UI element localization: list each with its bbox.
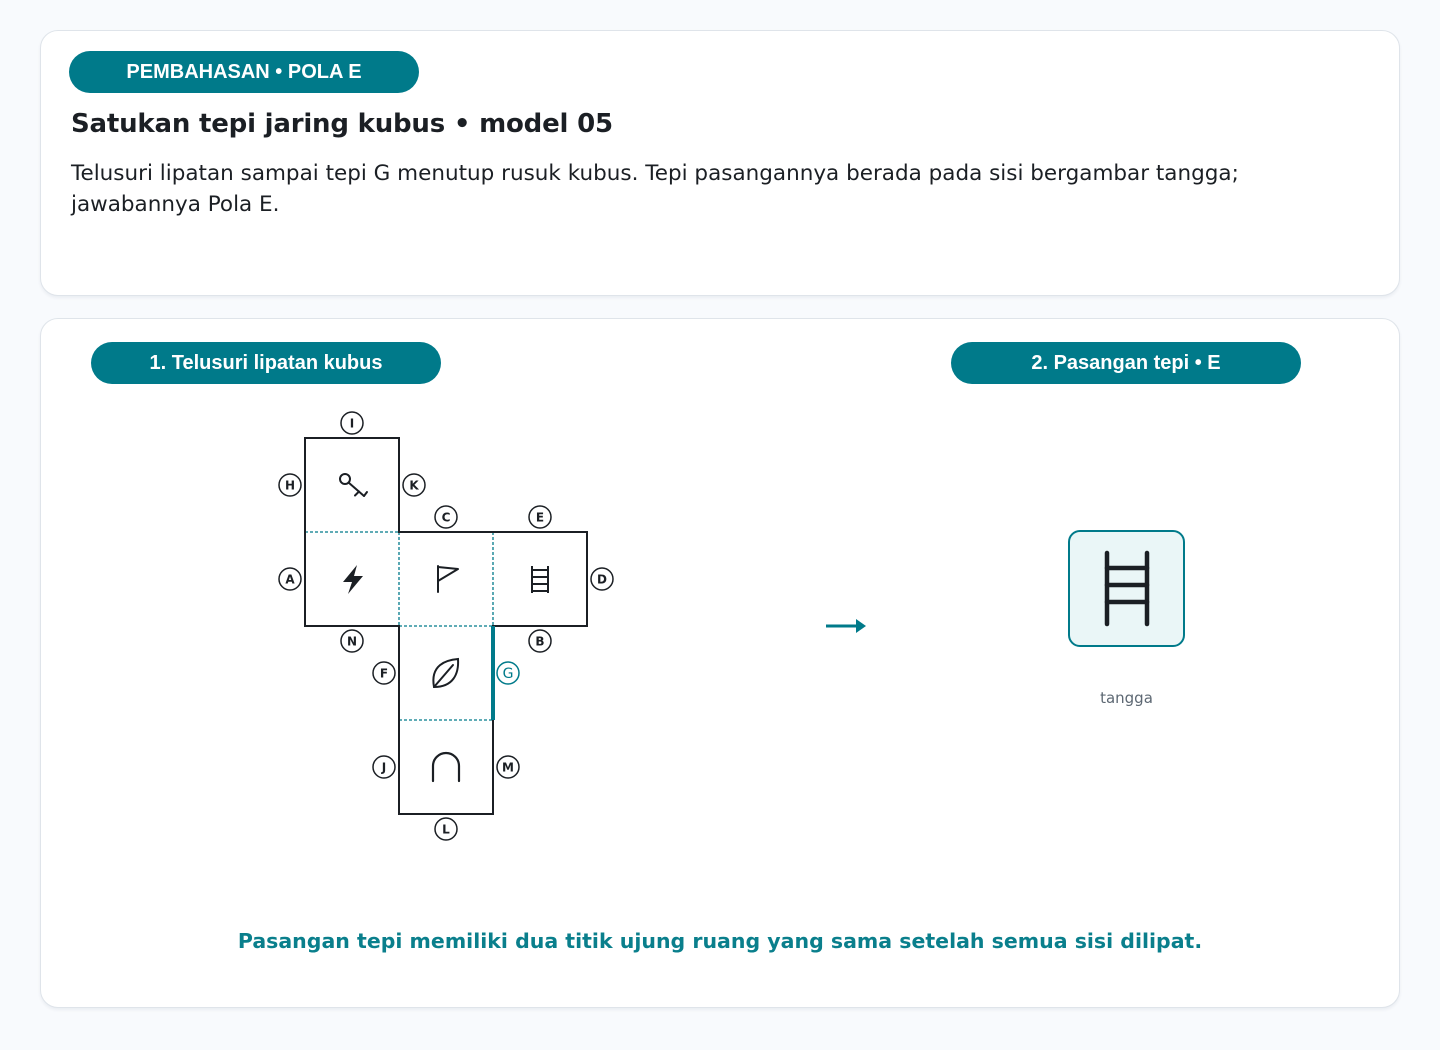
svg-text:E: E [535,510,545,525]
svg-text:N: N [346,634,358,649]
svg-text:B: B [535,634,545,649]
edge-label-a [279,568,301,590]
edge-label-i [341,412,363,434]
step-2-label: 2. Pasangan tepi • E [951,342,1301,384]
edge-label-d [591,568,613,590]
footer-note: Pasangan tepi memiliki dua titik ujung ruang yang sama setelah semua sisi dilipat. [237,929,1203,953]
net-ladder-icon [532,566,548,593]
svg-text:A: A [285,572,295,587]
answer-tile [1068,530,1185,647]
edge-label-c [435,506,457,528]
svg-text:M: M [502,760,514,775]
cube-net-diagram [41,319,1399,1007]
edge-label-e [529,506,551,528]
edge-label-k [403,474,425,496]
explanation-card [40,30,1400,296]
arch-icon [433,753,459,781]
step-1-label: 1. Telusuri lipatan kubus [91,342,441,384]
key-icon [340,474,367,496]
edge-label-n [341,630,363,652]
svg-text:D: D [597,572,607,587]
description-text: Telusuri lipatan sampai tepi G menutup rusuk kubus. Tepi pasangannya berada pada sisi bergambar tangga; jawabannya Pola E. [71,161,1239,217]
ladder-icon [1070,532,1183,645]
flag-icon [438,566,458,592]
pattern-badge: PEMBAHASAN • POLA E [69,51,419,93]
edge-label-f [373,662,395,684]
leaf-icon [433,659,458,687]
svg-text:J: J [381,760,387,775]
edge-label-h [279,474,301,496]
svg-text:L: L [442,822,450,837]
svg-text:I: I [349,416,355,431]
svg-text:F: F [379,666,389,681]
svg-text:K: K [409,478,419,493]
edge-label-l [435,818,457,840]
edge-label-m [497,756,519,778]
svg-text:G: G [502,666,514,682]
diagram-card [40,318,1400,1008]
svg-text:H: H [284,478,296,493]
answer-label: tangga [1100,689,1153,707]
page-title: Satukan tepi jaring kubus • model 05 [71,109,613,139]
svg-text:C: C [441,510,451,525]
edge-label-b [529,630,551,652]
arrow-right-icon [826,619,866,633]
edge-label-j [373,756,395,778]
lightning-icon [343,565,363,594]
edge-label-g [497,662,519,684]
